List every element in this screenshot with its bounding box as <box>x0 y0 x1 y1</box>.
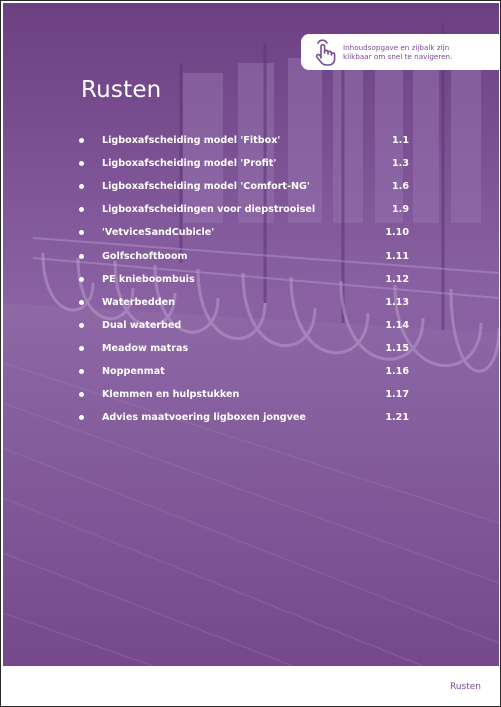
navigation-hint <box>301 34 499 70</box>
toc-item-label: Meadow matras <box>102 342 189 354</box>
toc-item-page: 1.9 <box>392 204 409 216</box>
toc-item[interactable] <box>79 175 419 198</box>
toc-item-page: 1.12 <box>385 273 409 285</box>
toc-item-page: 1.13 <box>385 296 409 308</box>
toc-item-label: Klemmen en hulpstukken <box>102 389 240 401</box>
toc-item-page: 1.21 <box>385 412 409 424</box>
bullet-icon <box>79 138 84 143</box>
toc-item-page: 1.10 <box>385 227 409 239</box>
toc-item[interactable] <box>79 198 419 221</box>
toc-item-label: Waterbedden <box>102 296 175 308</box>
bullet-icon <box>79 254 84 259</box>
toc-item-page: 1.6 <box>392 181 409 193</box>
toc-item[interactable] <box>79 314 419 337</box>
toc-item-label: Dual waterbed <box>102 319 182 331</box>
page-footer <box>3 666 499 706</box>
toc-item[interactable] <box>79 129 419 152</box>
toc-item[interactable] <box>79 360 419 383</box>
toc-item[interactable] <box>79 337 419 360</box>
toc-item-label: Noppenmat <box>102 365 165 377</box>
toc-item[interactable] <box>79 291 419 314</box>
hint-line-1: Inhoudsopgave en zijbalk zijn <box>343 43 450 52</box>
toc-item-label: Ligboxafscheiding model 'Fitbox' <box>102 135 281 147</box>
toc-item-label: Ligboxafscheiding model 'Comfort-NG' <box>102 181 310 193</box>
toc-item-label: Ligboxafscheidingen voor diepstrooisel <box>102 204 316 216</box>
toc-item-page: 1.16 <box>385 365 409 377</box>
hint-line-2: klikbaar om snel te navigeren. <box>343 52 453 61</box>
toc-item-label: Advies maatvoering ligboxen jongvee <box>102 412 306 424</box>
toc-item[interactable] <box>79 244 419 267</box>
toc-item-page: 1.1 <box>392 135 409 147</box>
cover-section <box>3 3 499 666</box>
bullet-icon <box>79 392 84 397</box>
toc-item[interactable] <box>79 268 419 291</box>
navigation-hint-text <box>343 43 491 61</box>
toc-item-page: 1.11 <box>385 250 409 262</box>
page-title: Rusten <box>81 77 162 103</box>
bullet-icon <box>79 346 84 351</box>
bullet-icon <box>79 184 84 189</box>
toc-item[interactable] <box>79 383 419 406</box>
toc-item-label: PE knieboombuis <box>102 273 195 285</box>
toc-item-page: 1.3 <box>392 158 409 170</box>
bullet-icon <box>79 369 84 374</box>
bullet-icon <box>79 300 84 305</box>
bullet-icon <box>79 323 84 328</box>
toc-item-label: Golfschoftboom <box>102 250 188 262</box>
toc-item-label: Ligboxafscheiding model 'Profit' <box>102 158 277 170</box>
hand-tap-icon <box>309 37 339 67</box>
footer-section-link[interactable]: Rusten <box>449 682 481 692</box>
toc-item-page: 1.17 <box>385 389 409 401</box>
toc-item[interactable] <box>79 152 419 175</box>
toc-item-label: 'VetviceSandCubicle' <box>102 227 215 239</box>
bullet-icon <box>79 207 84 212</box>
bullet-icon <box>79 277 84 282</box>
toc-item-page: 1.14 <box>385 319 409 331</box>
table-of-contents <box>79 129 419 429</box>
toc-item[interactable] <box>79 221 419 244</box>
bullet-icon <box>79 415 84 420</box>
bullet-icon <box>79 230 84 235</box>
toc-item-page: 1.15 <box>385 342 409 354</box>
bullet-icon <box>79 161 84 166</box>
toc-item[interactable] <box>79 406 419 429</box>
